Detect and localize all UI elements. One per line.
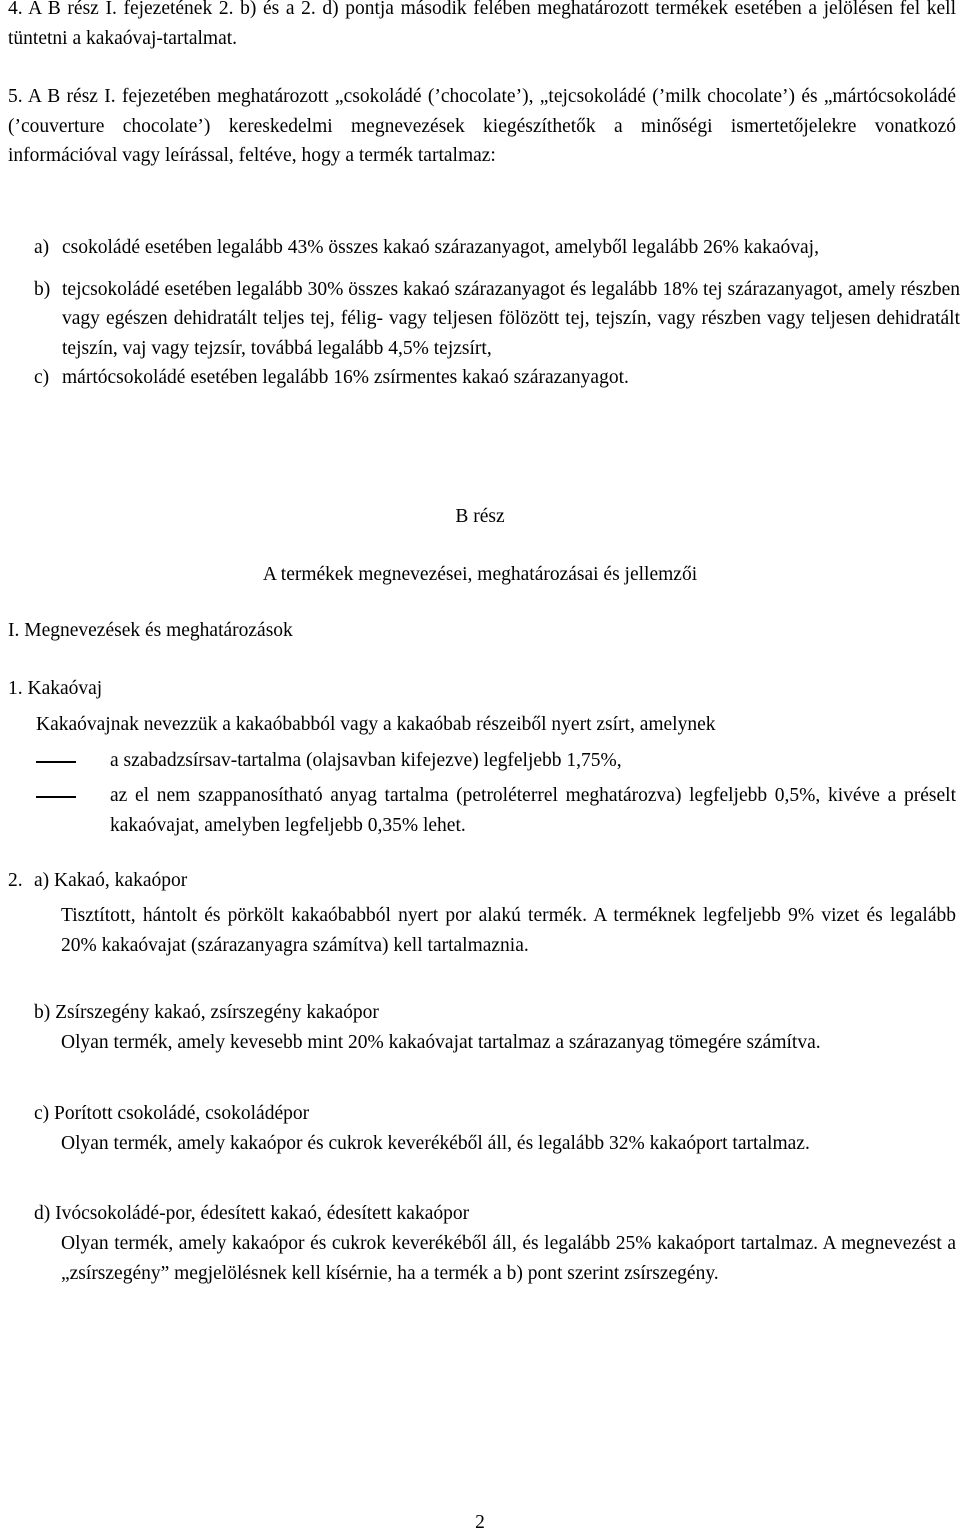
part-title: B rész	[455, 506, 505, 527]
section-2c-heading: c) Porított csokoládé, csokoládépor	[34, 1103, 310, 1124]
list-item-label: a)	[34, 237, 50, 258]
dash-bullet	[36, 796, 76, 798]
paragraph-5: 5. A B rész I. fejezetében meghatározott „csokoládé (’chocolate’), „tejcsokoládé (’milk chocolate’) és „mártócsokoládé (’couverture chocolate’) kereskedelmi megnevezések kiegészíthetők a minőségi ismertetőjelekre vonatkozó információval vagy leírással, feltéve, hogy a termék tartalmaz:	[8, 86, 956, 166]
section-2c-text: Olyan termék, amely kakaópor és cukrok keverékéből áll, és legalább 32% kakaóport tartalmaz.	[61, 1133, 810, 1154]
requirements-list	[34, 233, 960, 393]
dash-item	[36, 781, 956, 840]
section-1-heading: 1. Kakaóvaj	[8, 678, 103, 699]
dash-item	[36, 746, 776, 776]
section-2a-heading: a) Kakaó, kakaópor	[34, 870, 188, 891]
list-item-label: c)	[34, 367, 50, 388]
dash-bullet	[36, 761, 76, 763]
section-2d-text: Olyan termék, amely kakaópor és cukrok keverékéből áll, és legalább 25% kakaóport tartalmaz. A megnevezést a „zsírszegény” megjelölésnek kell kísérnie, ha a termék a b) pont szerint zsírszegény.	[61, 1233, 956, 1284]
list-item-text: csokoládé esetében legalább 43% összes kakaó szárazanyagot, amelyből legalább 26% kakaóvaj,	[62, 237, 819, 258]
section-2b-heading: b) Zsírszegény kakaó, zsírszegény kakaópor	[34, 1002, 379, 1023]
list-item-text: tejcsokoládé esetében legalább 30% összes kakaó szárazanyagot és legalább 18% tej szárazanyagot, amely részben vagy egészen dehidratált teljes tej, félig- vagy teljesen fölözött tej, tejszín, vagy részben vagy teljesen dehidratált tejszín, vaj vagy tejzsír, továbbá legalább 4,5% tejzsírt,	[62, 278, 960, 359]
dash-item-text: a szabadzsírsav-tartalma (olajsavban kifejezve) legfeljebb 1,75%,	[110, 750, 622, 771]
list-item-label: b)	[34, 278, 51, 300]
list-item-text: mártócsokoládé esetében legalább 16% zsírmentes kakaó szárazanyagot.	[62, 367, 629, 388]
list-item	[34, 275, 960, 364]
section-2d-heading: d) Ivócsokoládé-por, édesített kakaó, édesített kakaópor	[34, 1203, 470, 1224]
section-2-number: 2.	[8, 870, 23, 891]
section-2b-text: Olyan termék, amely kevesebb mint 20% kakaóvajat tartalmaz a szárazanyag tömegére számítva.	[61, 1032, 821, 1053]
section-1-intro: Kakaóvajnak nevezzük a kakaóbabból vagy a kakaóbab részeiből nyert zsírt, amelynek	[36, 714, 716, 735]
list-item	[34, 233, 960, 263]
section-2a-text: Tisztított, hántolt és pörkölt kakaóbabból nyert por alakú termék. A terméknek legfeljebb 9% vizet és legalább 20% kakaóvajat (szárazanyagra számítva) kell tartalmaznia.	[61, 905, 956, 956]
chapter-heading: I. Megnevezések és meghatározások	[8, 620, 293, 641]
dash-item-text: az el nem szappanosítható anyag tartalma (petroléterrel meghatározva) legfeljebb 0,5%, kivéve a préselt kakaóvajat, amelyben legfeljebb 0,35% lehet.	[110, 785, 956, 836]
paragraph-4: 4. A B rész I. fejezetének 2. b) és a 2. d) pontja második felében meghatározott termékek esetében a jelölésen fel kell tüntetni a kakaóvaj-tartalmat.	[8, 0, 956, 49]
part-subtitle: A termékek megnevezései, meghatározásai és jellemzői	[262, 564, 698, 585]
page-number: 2	[475, 1512, 485, 1533]
list-item	[34, 363, 960, 393]
